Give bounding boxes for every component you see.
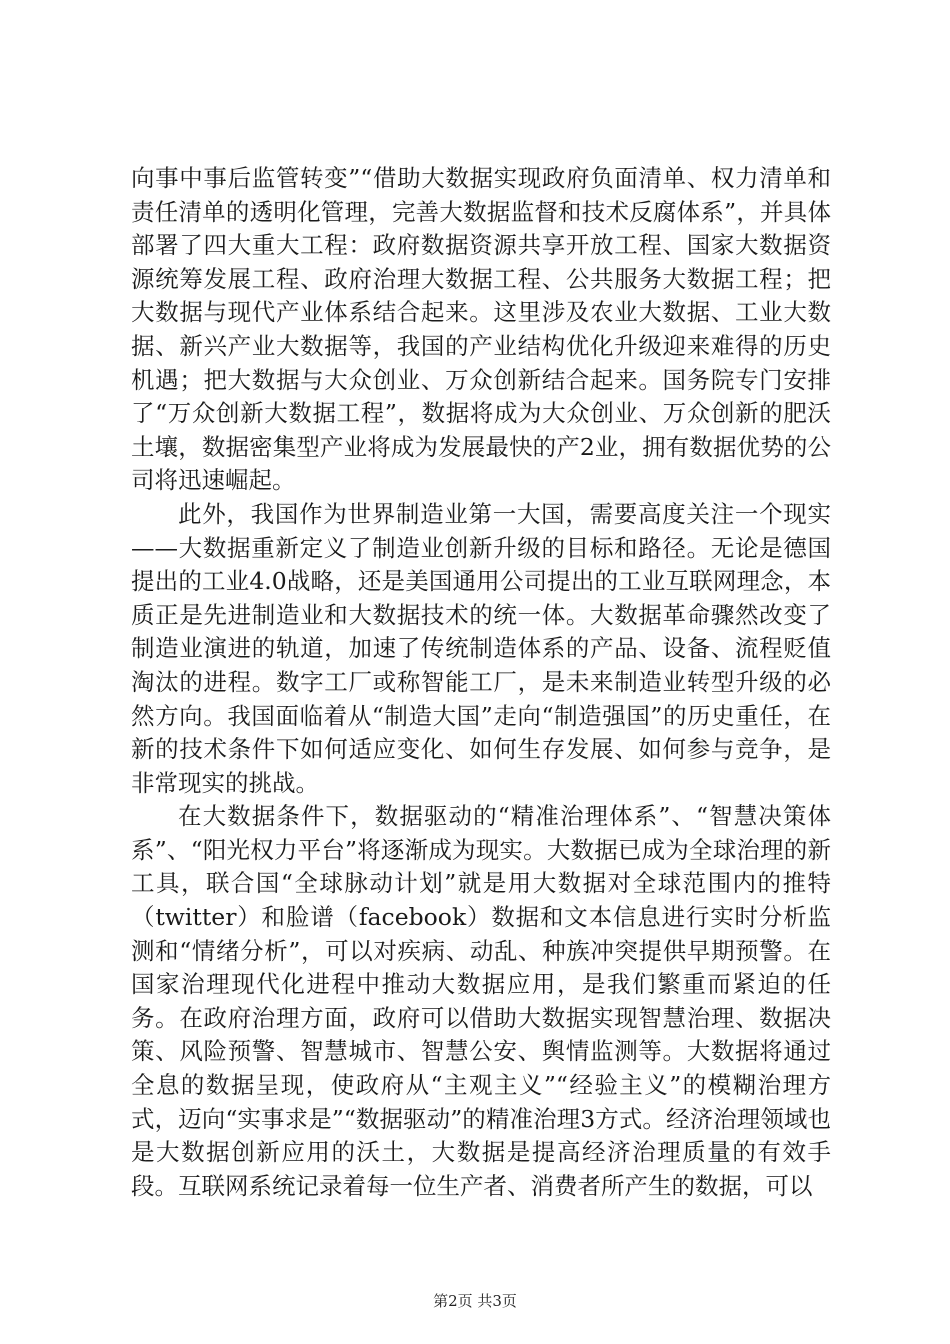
body-text [131, 162, 831, 1203]
page-footer: 第2页 共3页 [433, 1292, 517, 1310]
paragraph-1: 向事中事后监管转变”“借助大数据实现政府负面清单、权力清单和责任清单的透明化管理，完善大数据监督和技术反腐体系”，并具体部署了四大重大工程：政府数据资源共享开放工程、国家大数据资源统筹发展工程、政府治理大数据工程、公共服务大数据工程；把大数据与现代产业体系结合起来。这里涉及农业大数据、工业大数据、新兴产业大数据等，我国的产业结构优化升级迎来难得的历史机遇；把大数据与大众创业、万众创新结合起来。国务院专门安排了“万众创新大数据工程”，数据将成为大众创业、万众创新的肥沃土壤，数据密集型产业将成为发展最快的产2业，拥有数据优势的公司将迅速崛起。 [131, 164, 831, 495]
paragraph-3: 在大数据条件下，数据驱动的“精准治理体系”、“智慧决策体系”、“阳光权力平台”将逐渐成为现实。大数据已成为全球治理的新工具，联合国“全球脉动计划”就是用大数据对全球范围内的推特（twitter）和脸谱（facebook）数据和文本信息进行实时分析监测和“情绪分析”，可以对疾病、动乱、种族冲突提供早期预警。在国家治理现代化进程中推动大数据应用，是我们繁重而紧迫的任务。在政府治理方面，政府可以借助大数据实现智慧治理、数据决策、风险预警、智慧城市、智慧公安、舆情监测等。大数据将通过全息的数据呈现，使政府从“主观主义”“经验主义”的模糊治理方式，迈向“实事求是”“数据驱动”的精准治理3方式。经济治理领域也是大数据创新应用的沃土，大数据是提高经济治理质量的有效手段。互联网系统记录着每一位生产者、消费者所产生的数据，可以 [131, 802, 831, 1200]
paragraph-2: 此外，我国作为世界制造业第一大国，需要高度关注一个现实——大数据重新定义了制造业创新升级的目标和路径。无论是德国提出的工业4.0战略，还是美国通用公司提出的工业互联网理念，本质正是先进制造业和大数据技术的统一体。大数据革命骤然改变了制造业演进的轨道，加速了传统制造体系的产品、设备、流程贬值淘汰的进程。数字工厂或称智能工厂，是未来制造业转型升级的必然方向。我国面临着从“制造大国”走向“制造强国”的历史重任，在新的技术条件下如何适应变化、如何生存发展、如何参与竞争，是非常现实的挑战。 [131, 499, 831, 797]
